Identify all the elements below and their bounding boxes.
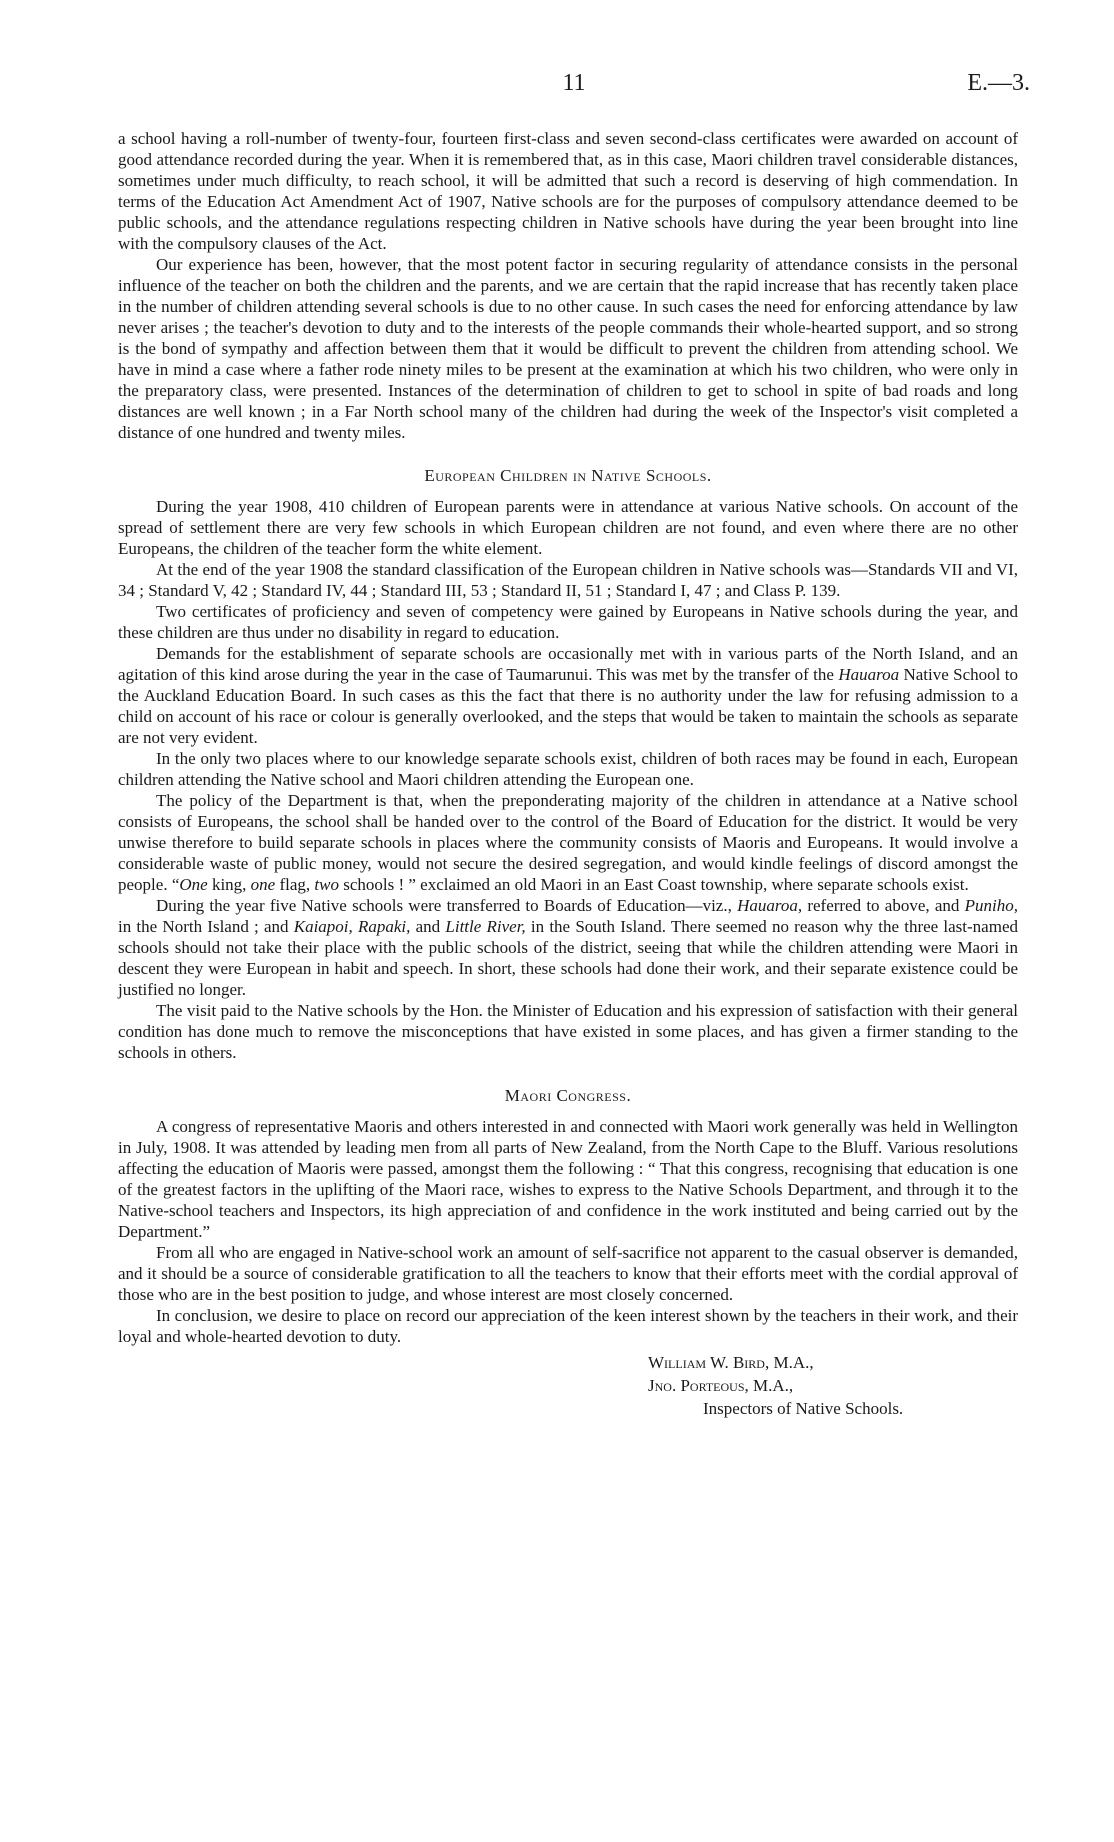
signature-title: Inspectors of Native Schools. xyxy=(703,1399,904,1418)
paragraph-congress: A congress of representative Maoris and others interested in and connected with Maori work generally was held in Wellington in July, 1908. It was attended by leading men from all parts of New Zealand, from the North Cape to the Bluff. Various resolutions affecting the education of Maoris were passed, amongst them the following : “ That this congress, recognising that education is one of the greatest factors in the uplifting of the Maori race, wishes to express to the Native Schools Department, and through it to the Native-school teachers and Inspectors, its high appreciation of and confidence in the work instituted and being carried out by the Department.” xyxy=(118,1117,1018,1241)
document-code: E.—3. xyxy=(967,70,1030,96)
section-heading-european-children: European Children in Native Schools. xyxy=(424,466,712,485)
paragraph-separate-schools-demand: Demands for the establishment of separate schools are occasionally met with in various parts of the North Island, and an agitation of this kind arose during the year in the case of Taumarunui. This was met by the transfer of the Hauaroa Native School to the Auckland Education Board. In such cases as this the fact that there is no authority under the law for refusing admission to a child on account of his race or colour is generally overlooked, and the steps that would be taken to maintain the schools as separate are not very evident. xyxy=(118,644,1019,747)
page-number: 11 xyxy=(562,70,586,96)
paragraph-european-attendance: During the year 1908, 410 children of European parents were in attendance at various Native schools. On account of the spread of settlement there are very few schools in which European children are not found, and even where there are no other Europeans, the children of the teacher form the white element. xyxy=(118,497,1018,558)
page-header xyxy=(118,70,1030,106)
signature-bird: William W. Bird, M.A., xyxy=(648,1353,814,1372)
paragraph-conclusion: In conclusion, we desire to place on record our appreciation of the keen interest shown by the teachers in their work, and their loyal and whole-hearted devotion to duty. xyxy=(118,1306,1018,1346)
paragraph-schools-transferred: During the year five Native schools were transferred to Boards of Education—viz., Hauaroa, referred to above, and Puniho, in the North Island ; and Kaiapoi, Rapaki, and Little River, in the South Island. There seemed no reason why the three last-named schools should not take their place with the public schools of the district, seeing that while the children attending were Maori in descent they were European in habit and speech. In short, these schools had done their work, and their separate existence could be justified no longer. xyxy=(118,896,1018,999)
section-heading-maori-congress: Maori Congress. xyxy=(504,1086,632,1105)
signature-porteous: Jno. Porteous, M.A., xyxy=(648,1376,794,1395)
paragraph-certificates: Two certificates of proficiency and seven of competency were gained by Europeans in Native schools during the year, and these children are thus under no disability in regard to education. xyxy=(118,602,1018,642)
paragraph-teacher-influence: Our experience has been, however, that the most potent factor in securing regularity of attendance consists in the personal influence of the teacher on both the children and the parents, and we are certain that the rapid increase that has recently taken place in the number of children attending several schools is due to no other cause. In such cases the need for enforcing attendance by law never arises ; the teacher's devotion to duty and to the interests of the people commands their whole-hearted support, and so strong is the bond of sympathy and affection between them that it would be difficult to prevent the children from attending school. We have in mind a case where a father rode ninety miles to be present at the examination at which his two children, who were only in the preparatory class, were presented. Instances of the determination of children to get to school in spite of bad roads and long distances are well known ; in a Far North school many of the children had during the week of the Inspector's visit completed a distance of one hundred and twenty miles. xyxy=(118,255,1018,442)
paragraph-minister-visit: The visit paid to the Native schools by the Hon. the Minister of Education and his expression of satisfaction with their general condition has done much to remove the misconceptions that have existed in some places, and has given a firmer standing to the schools in others. xyxy=(118,1001,1018,1062)
signature-block xyxy=(118,1351,1018,1420)
paragraph-attendance-record: a school having a roll-number of twenty-four, fourteen first-class and seven second-class certificates were awarded on account of good attendance recorded during the year. When it is remembered that, as in this case, Maori children travel considerable distances, sometimes under much difficulty, to reach school, it will be admitted that such a record is deserving of high commendation. In terms of the Education Act Amendment Act of 1907, Native schools are for the purposes of compulsory attendance deemed to be public schools, and the attendance regulations respecting children in Native schools have during the year been brought into line with the compulsory clauses of the Act. xyxy=(118,129,1018,253)
paragraph-two-places: In the only two places where to our knowledge separate schools exist, children of both races may be found in each, European children attending the Native school and Maori children attending the European one. xyxy=(118,749,1018,789)
paragraph-standard-classification: At the end of the year 1908 the standard classification of the European children in Native schools was—Standards VII and VI, 34 ; Standard V, 42 ; Standard IV, 44 ; Standard III, 53 ; Standard II, 51 ; Standard I, 47 ; and Class P. 139. xyxy=(118,560,1018,600)
paragraph-department-policy: The policy of the Department is that, when the preponderating majority of the children in attendance at a Native school consists of Europeans, the school shall be handed over to the control of the Board of Education for the district. It would be very unwise therefore to build separate schools in places where the community consists of Maoris and Europeans. It would involve a considerable waste of public money, would not secure the desired segregation, and would kindle feelings of discord amongst the people. “One king, one flag, two schools ! ” exclaimed an old Maori in an East Coast township, where separate schools exist. xyxy=(118,791,1018,894)
body-text xyxy=(118,128,1018,1420)
paragraph-self-sacrifice: From all who are engaged in Native-school work an amount of self-sacrifice not apparent to the casual observer is demanded, and it should be a source of considerable gratification to all the teachers to know that their efforts meet with the cordial approval of those who are in the best position to judge, and whose interest are most closely concerned. xyxy=(118,1243,1018,1304)
